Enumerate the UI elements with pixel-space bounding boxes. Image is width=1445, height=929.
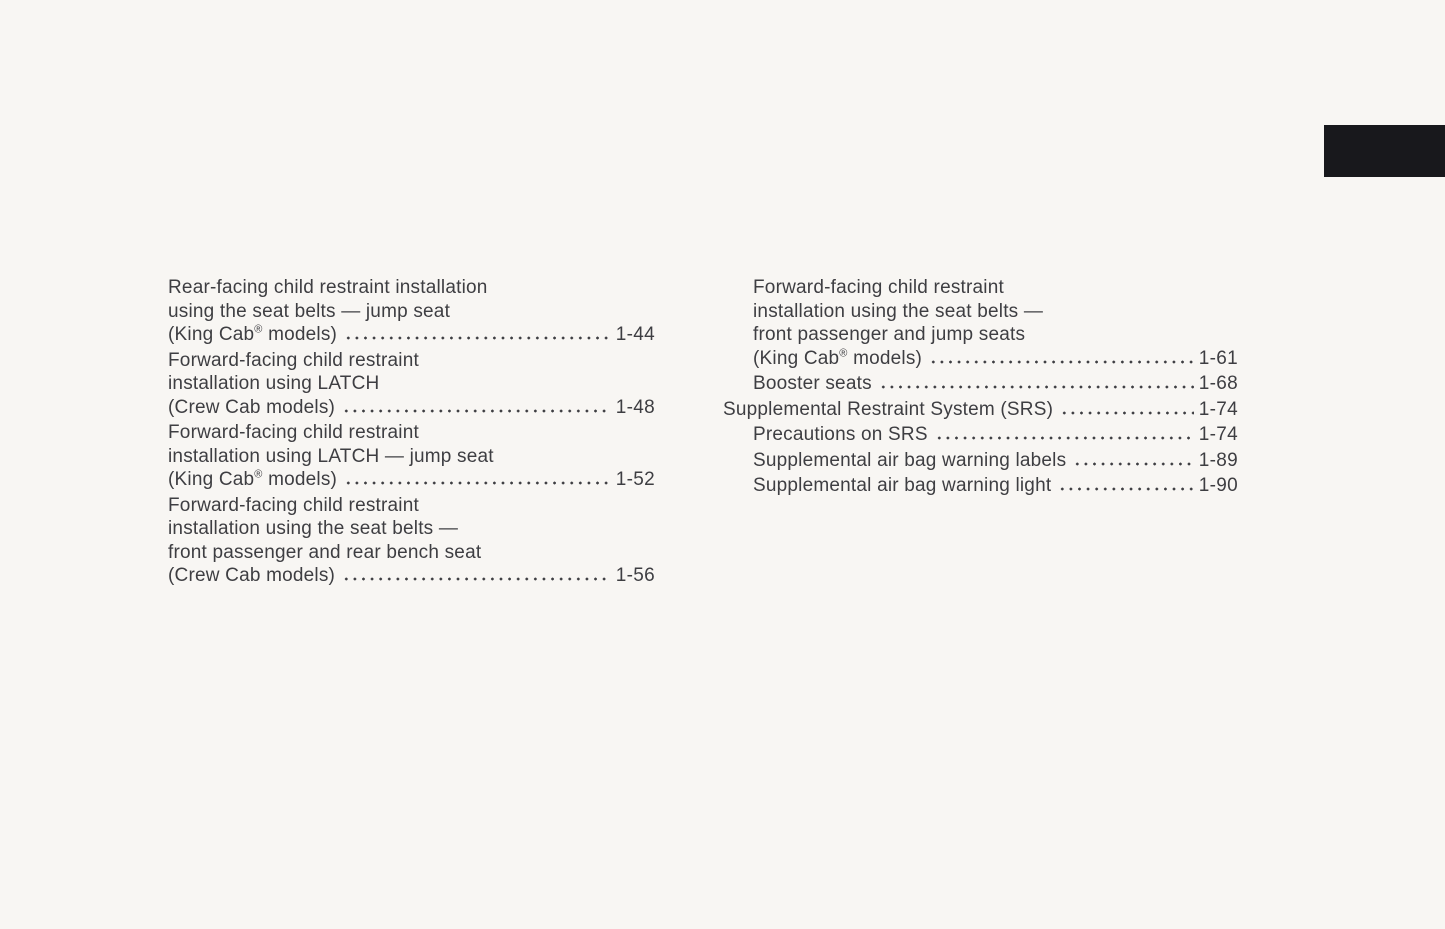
toc-entry-line bbox=[168, 396, 655, 420]
toc-entry-line: installation using the seat belts — bbox=[753, 300, 1044, 322]
toc-entry[interactable] bbox=[723, 372, 1238, 396]
page-number: 1-74 bbox=[1198, 398, 1238, 420]
toc-entry-text: Supplemental air bag warning labels bbox=[753, 449, 1067, 471]
page-number: 1-48 bbox=[615, 396, 655, 418]
toc-entry[interactable] bbox=[723, 474, 1238, 498]
page-number: 1-90 bbox=[1198, 475, 1238, 496]
page-number: 1-89 bbox=[1198, 449, 1238, 471]
registered-trademark-symbol: ® bbox=[254, 468, 263, 481]
toc-entry-line bbox=[168, 323, 655, 347]
toc-entry-line: Forward-facing child restraint bbox=[168, 494, 419, 516]
toc-entry-line bbox=[753, 423, 1238, 447]
registered-trademark-symbol: ® bbox=[254, 323, 263, 336]
registered-trademark-symbol: ® bbox=[839, 347, 848, 360]
toc-entry-line bbox=[168, 564, 655, 588]
toc-entry-line bbox=[168, 468, 655, 492]
toc-entry-text: (Crew Cab models) bbox=[168, 396, 336, 418]
toc-column-left bbox=[138, 276, 655, 590]
toc-entry-text: (King Cab® models) bbox=[168, 323, 338, 345]
toc-entry[interactable] bbox=[138, 421, 655, 492]
dot-leader bbox=[929, 360, 1194, 364]
dot-leader bbox=[1058, 487, 1193, 491]
dot-leader bbox=[935, 436, 1194, 440]
toc-entry-line: installation using LATCH — jump seat bbox=[168, 445, 494, 467]
toc-entry[interactable] bbox=[138, 349, 655, 420]
toc-entry-line bbox=[753, 372, 1238, 396]
section-tab-marker bbox=[1324, 125, 1445, 177]
toc-entry-text: (Crew Cab models) bbox=[168, 565, 336, 586]
dot-leader bbox=[1060, 411, 1194, 415]
dot-leader bbox=[344, 481, 611, 485]
toc-entry-line: installation using LATCH bbox=[168, 373, 380, 394]
toc-entry[interactable] bbox=[723, 398, 1238, 422]
page-number: 1-44 bbox=[615, 324, 655, 345]
toc-entry-text: Supplemental Restraint System (SRS) bbox=[723, 398, 1054, 420]
dot-leader bbox=[1073, 462, 1193, 466]
toc-column-right bbox=[723, 276, 1238, 590]
toc-entry-text: Supplemental air bag warning light bbox=[753, 475, 1052, 496]
toc-entry[interactable] bbox=[723, 276, 1238, 370]
toc-entry-line: Rear-facing child restraint installation bbox=[168, 277, 488, 298]
toc-entry-text: (King Cab® models) bbox=[168, 468, 338, 490]
dot-leader bbox=[342, 577, 611, 581]
toc-entry-line: front passenger and jump seats bbox=[753, 324, 1026, 345]
dot-leader bbox=[879, 385, 1194, 389]
toc-entry-line bbox=[753, 449, 1238, 473]
toc-entry-line: using the seat belts — jump seat bbox=[168, 300, 451, 322]
toc-entry-line: Forward-facing child restraint bbox=[168, 349, 419, 371]
toc-entry[interactable] bbox=[723, 449, 1238, 473]
toc-entry[interactable] bbox=[723, 423, 1238, 447]
page-number: 1-68 bbox=[1198, 373, 1238, 394]
toc-entry-line: Forward-facing child restraint bbox=[168, 422, 419, 443]
page-number: 1-56 bbox=[615, 565, 655, 586]
toc-entry-line: front passenger and rear bench seat bbox=[168, 541, 482, 563]
toc-entry[interactable] bbox=[138, 494, 655, 588]
toc-entry-line bbox=[723, 398, 1238, 422]
toc-entry-text: (King Cab® models) bbox=[753, 347, 923, 369]
toc-entry[interactable] bbox=[138, 276, 655, 347]
page-number: 1-74 bbox=[1198, 424, 1238, 445]
toc-entry-line: installation using the seat belts — bbox=[168, 518, 459, 539]
page-number: 1-61 bbox=[1198, 347, 1238, 369]
dot-leader bbox=[344, 336, 611, 340]
toc-entry-text: Booster seats bbox=[753, 373, 872, 394]
toc-entry-line: Forward-facing child restraint bbox=[753, 277, 1004, 298]
toc-entry-line bbox=[753, 474, 1238, 498]
dot-leader bbox=[342, 409, 611, 413]
table-of-contents bbox=[138, 276, 1238, 590]
page-number: 1-52 bbox=[615, 469, 655, 490]
toc-entry-line bbox=[753, 347, 1238, 371]
toc-entry-text: Precautions on SRS bbox=[753, 424, 928, 445]
